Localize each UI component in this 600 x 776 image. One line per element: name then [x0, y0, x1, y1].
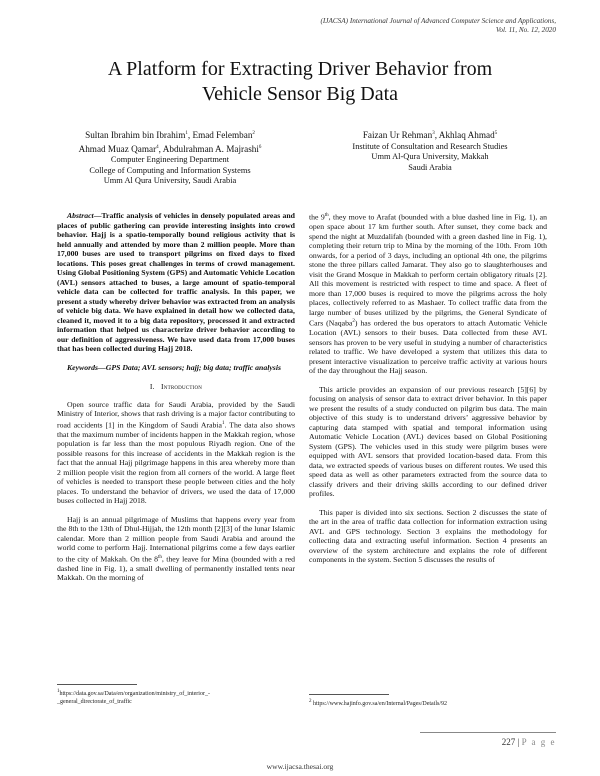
- paragraph: Open source traffic data for Saudi Arabia, provided by the Saudi Ministry of Interior, shows that rash driving is a major factor contributing to road accidents [1] in the Kingdom of Saudi Arabia$^1$. The data also shows that the maximum number of incidents happen in the Makkah region, whose population is far less than the most populous Riyadh region. One of the possible reasons for this increase of accidents in the Makkah region is the fact that the annual Hajj pilgrimage happens in this area whereby more than 2 million people visit the region from all corners of the world. A large fleet of vehicles is needed to transport these people between cities and the holy places. To understand the behavior of drivers, we used the data of 17,000 buses collected in Hajj 2018.: [57, 399, 295, 506]
- footnote-right: $^2$ https://www.hajinfo.gov.sa/en/Internal/Pages/Details/92: [309, 699, 448, 707]
- section-heading: I. Introduction: [149, 382, 203, 391]
- right-column: [309, 211, 547, 565]
- author-names-line: Faizan Ur Rehman$^3$, Akhlaq Ahmad$^5$: [362, 130, 498, 141]
- author-names-line-2: Ahmad Muaz Qamar$^4$, Abdulrahman A. Majrashi$^6$: [78, 143, 262, 154]
- affiliation-line: Umm Al Qura University, Saudi Arabia: [103, 176, 237, 186]
- journal-volume: Vol. 11, No. 12, 2020: [495, 26, 556, 34]
- affiliation-line: Saudi Arabia: [408, 162, 452, 172]
- left-column: [57, 211, 295, 583]
- title-line-2: Vehicle Sensor Big Data: [201, 83, 399, 105]
- keywords: Keywords—GPS Data; AVL sensors; hajj; big data; traffic analysis: [67, 362, 281, 372]
- paragraph: the 9th, they move to Arafat (bounded with a blue dashed line in Fig. 1), an open space about 17 km further south. After sunset, they come back and spend the night at Muzdalifah (bounded with a green dashed line in Fig. 1), completing their return trip to Mina by the morning of the 10th. From 10th onwards, for a period of 3 days, including an optional 4th one, the pilgrims stone the three pillars called Jamarat. They also go to slaughterhouses and visit the Grand Mosque in Makkah to perform certain obligatory rituals [2]. All this movement is restricted with respect to time and space. A fleet of more than 17,000 buses is required to move the pilgrims across the holy places, collectively referred to as Mashaer. To collect traffic data from the large number of buses utilized by the pilgrims, the General Syndicate of Cars (Naqaba$^2$) has ordered the bus operators to attach Automatic Vehicle Location (AVL) sensors to their buses. Data collected from these AVL sensors has proven to be very useful in studying a number of characteristics related to traffic. We have developed a system that utilizes this data to present interactive visualization to perceive traffic activity at various hours of the day throughout the Hajj season.: [309, 212, 548, 376]
- page-number: 227 | P a g e: [501, 737, 556, 747]
- paragraph: Hajj is an annual pilgrimage of Muslims that happens every year from the 8th to the 13th of Dhul-Hijjah, the 12th month [2][3] of the lunar Islamic calendar. More than 2 million people from Saudi Arabia and around the world come to perform Hajj. International pilgrims come a few days earlier to the city of Makkah. On the 8th, they leave for Mina (bounded with a red dashed line in Fig. 1), a small dwelling of permanently installed tents near Makkah. On the morning of: [57, 514, 295, 583]
- footnote-divider: [57, 684, 137, 685]
- abstract: Abstract—Traffic analysis of vehicles in densely populated areas and places of public gathering can provide interesting insights into crowd behavior. Hajj is a spatio-temporally bound religious activity that is held annually and attended by more than 2 million people. More than 17,000 buses are used to transport pilgrims on fixed days to fixed locations. This poses great challenges in terms of crowd management. Using Global Positioning System (GPS) and Automatic Vehicle Location (AVL) sensors attached to buses, a large amount of spatio-temporal vehicle data can be collected for traffic analysis. In this paper, we present a study whereby driver behavior was extracted from an analysis of vehicle big data. We have explained in detail how we collected data, cleaned it, moved it to a big data repository, processed it and extracted information that helped us characterize driver behavior according to our definition of aggressiveness. We have used data from 17,000 buses that has been collected during Hajj 2018.: [57, 211, 295, 353]
- authors-right-block: [315, 128, 545, 173]
- paper-title: [40, 57, 560, 107]
- affiliation-line: College of Computing and Information Systems: [89, 165, 251, 175]
- footnote-divider: [309, 694, 389, 695]
- footnote-link[interactable]: https://www.hajinfo.gov.sa/en/Internal/Pages/Details/92: [311, 701, 448, 707]
- footnote-left: $^1$https://data.gov.sa/Data/en/organization/ministry_of_interior_- _general_directorate_of_traffic: [57, 688, 297, 706]
- footer-url[interactable]: www.ijacsa.thesai.org: [266, 762, 334, 771]
- footnote-link-continued[interactable]: _general_directorate_of_traffic: [57, 698, 132, 705]
- page-number-divider: [420, 732, 556, 733]
- author-names-line-1: Sultan Ibrahim bin Ibrahim$^1$, Emad Felemban$^2$: [85, 130, 255, 141]
- title-line-1: A Platform for Extracting Driver Behavior from: [107, 58, 493, 80]
- journal-name: (IJACSA) International Journal of Advanced Computer Science and Applications,: [320, 17, 556, 25]
- paragraph: This paper is divided into six sections. Section 2 discusses the state of the art in the area of traffic data collection for information extraction using AVL and GPS technology. Section 3 explains the methodology for collecting data and extracting useful information. Section 4 presents an overview of the system architecture and explains the role of different components in the system. Section 5 discusses the results of: [309, 507, 547, 565]
- journal-header: [236, 17, 556, 35]
- paragraph: This article provides an expansion of our previous research [5][6] by focusing on analysis of sensor data to extract driver behavior. In this paper we present the results of a study conducted on pilgrim bus data. The main objective of this study is to understand drivers’ aggressive behavior by capturing data stamped with spatial and temporal information using Automatic Vehicle Location (AVL) devices based on Global Positioning System (GPS). The vehicles used in this study were pilgrim buses were equipped with AVL sensors that provided location-based data. From this data, we extracted speeds of various buses on different routes. We used this speed data as well as other parameters extracted from the source data to classify drivers and their driving skills according to our defined driver profiles.: [309, 384, 547, 499]
- affiliation-line: Computer Engineering Department: [110, 155, 230, 165]
- affiliation-line: Umm Al-Qura University, Makkah: [371, 152, 489, 162]
- affiliation-line: Institute of Consultation and Research Studies: [352, 141, 508, 151]
- authors-left-block: [40, 128, 300, 187]
- footnote-link[interactable]: https://data.gov.sa/Data/en/organization/ministry_of_interior_-: [59, 691, 210, 697]
